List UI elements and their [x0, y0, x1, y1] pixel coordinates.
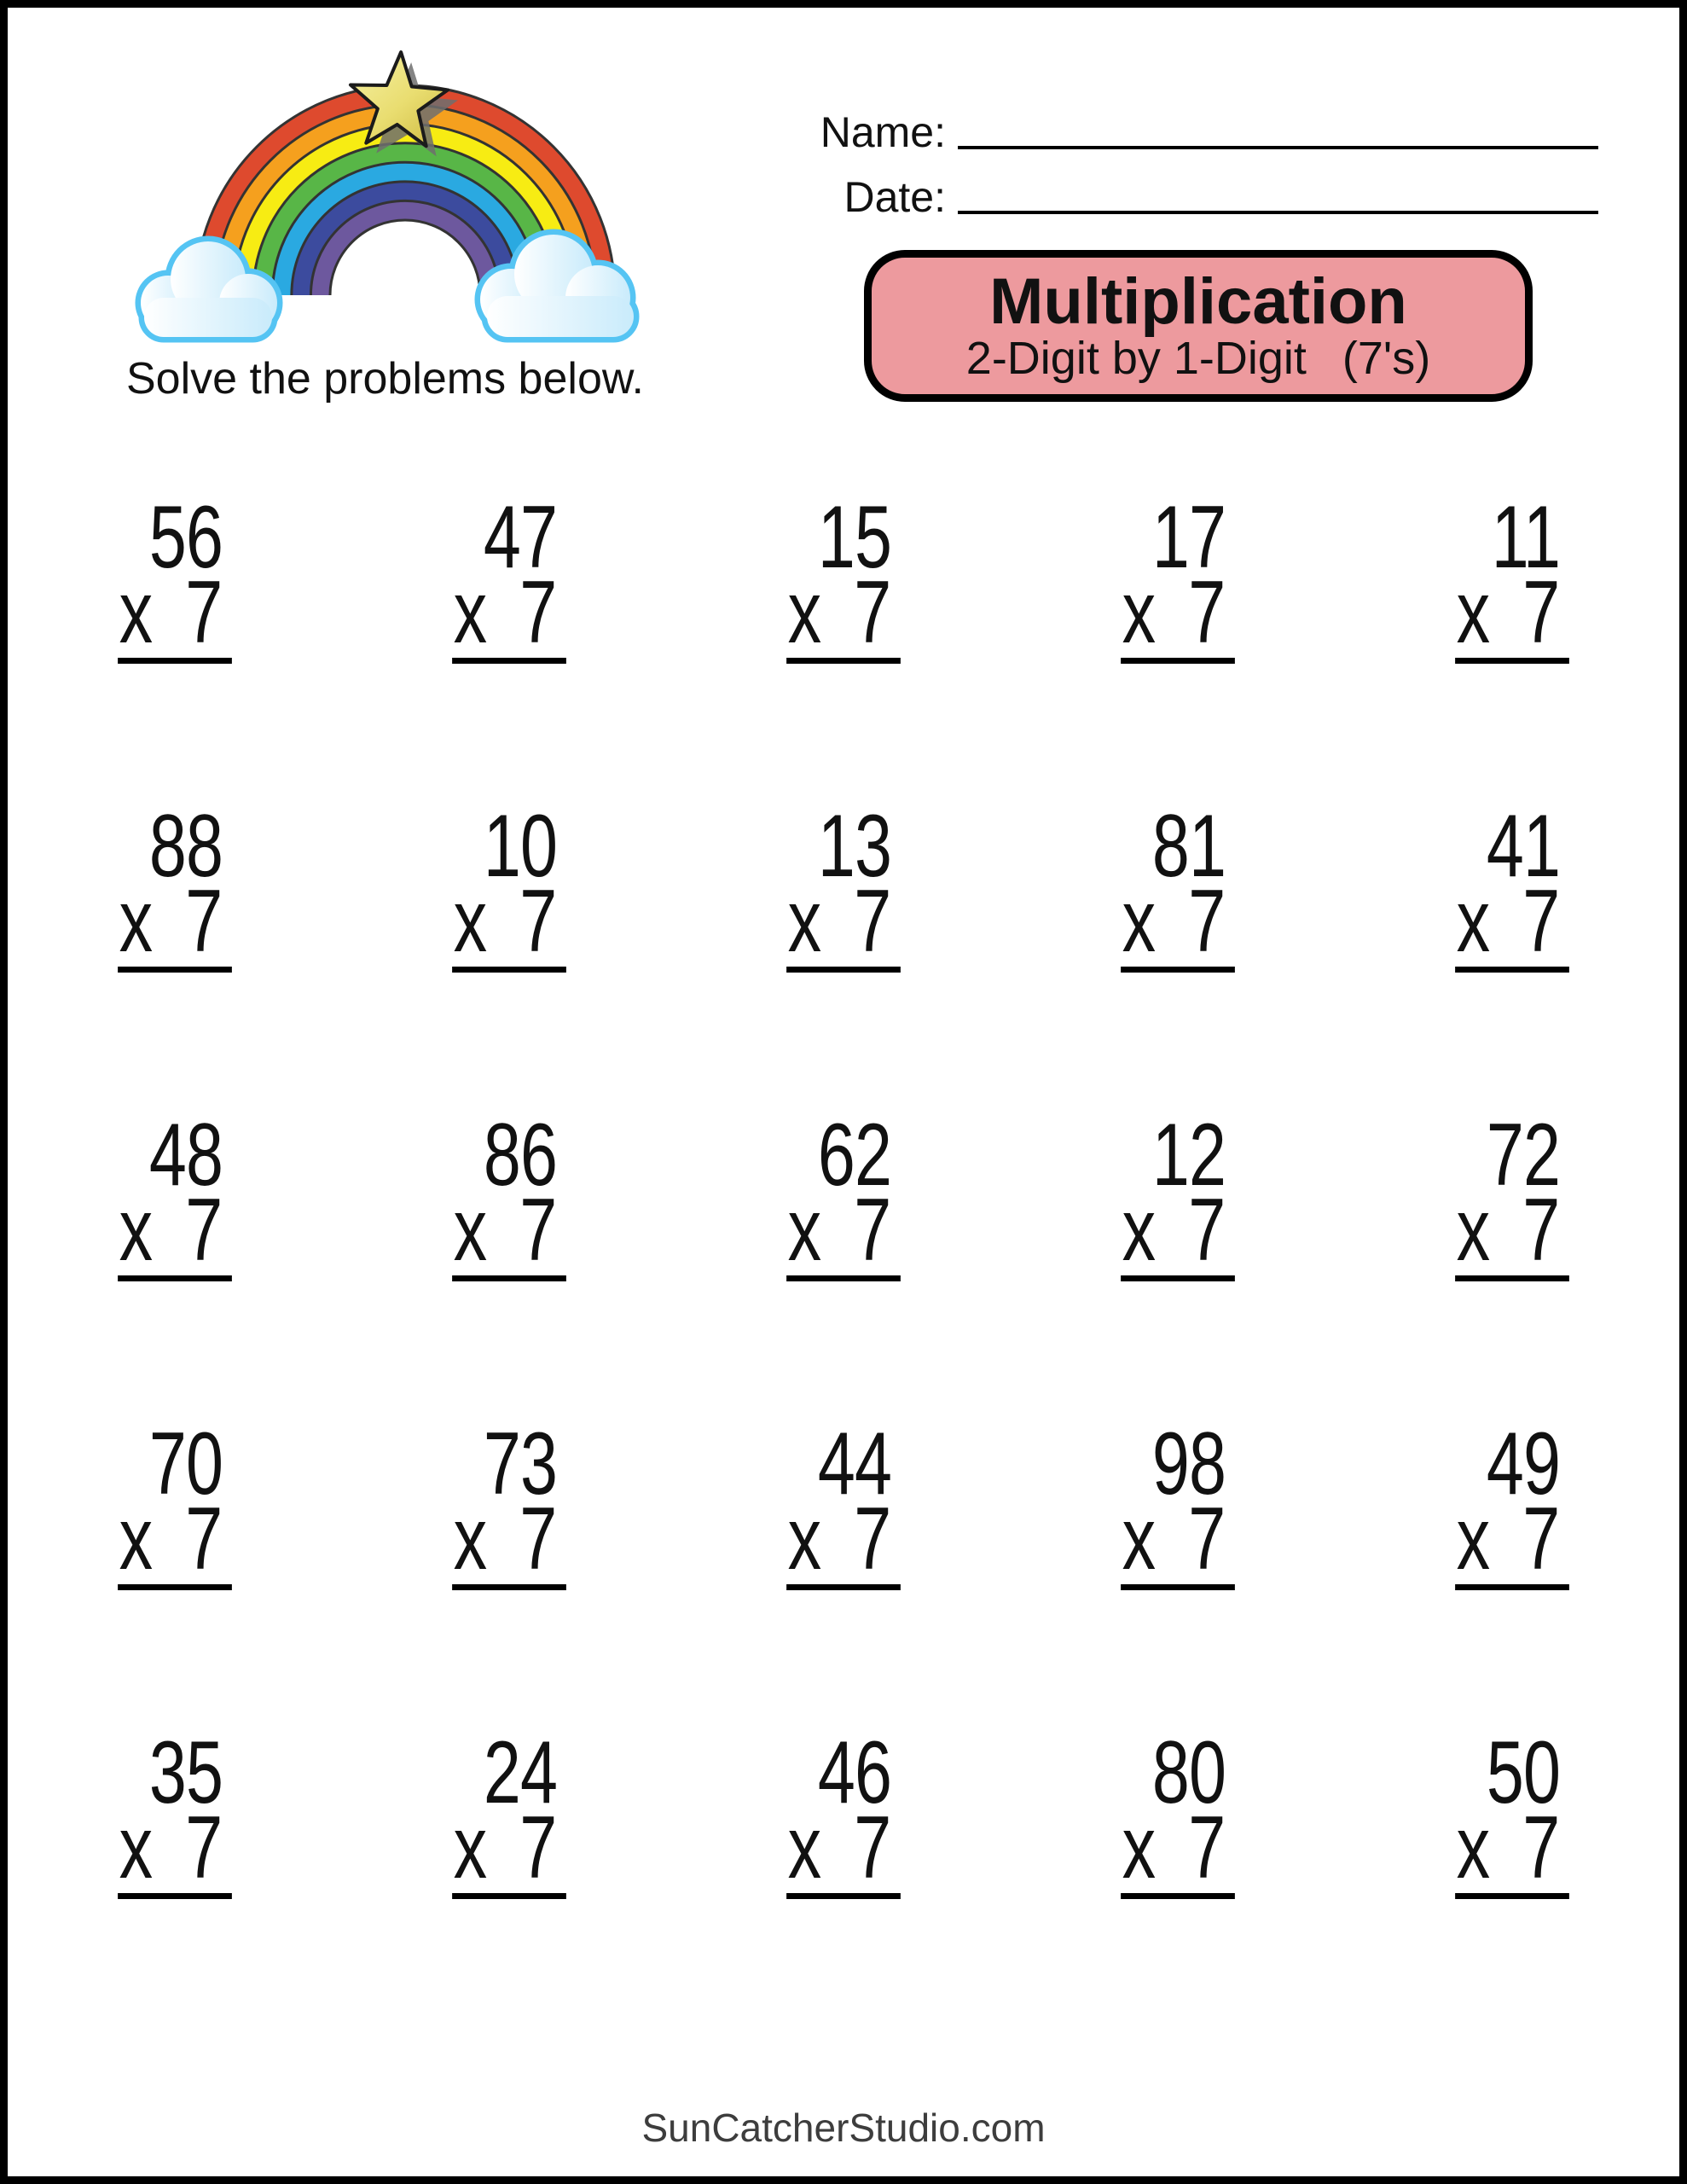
problem-operand: 47 [483, 488, 558, 587]
multiply-operator: x [119, 563, 154, 663]
multiplication-problem [452, 1406, 566, 1715]
multiply-operator: x [119, 1181, 154, 1281]
date-field-row [809, 168, 1598, 221]
multiply-operator: x [119, 1798, 154, 1898]
problem-operand: 35 [148, 1723, 223, 1822]
problem-operand: 50 [1486, 1723, 1561, 1822]
worksheet-subtitle-text: 2-Digit by 1-Digit [965, 333, 1307, 385]
multiplication-problem [1455, 1406, 1569, 1715]
multiplication-problem [118, 788, 232, 1097]
problem-operand: 86 [483, 1106, 558, 1205]
problem-multiplier: 7 [519, 872, 558, 972]
multiply-operator: x [453, 1798, 488, 1898]
instruction-text: Solve the problems below. [125, 354, 644, 404]
multiply-operator: x [1122, 563, 1157, 663]
multiply-operator: x [1122, 1490, 1157, 1589]
problem-operand: 46 [817, 1723, 892, 1822]
name-input-line[interactable] [958, 146, 1598, 149]
problem-operand: 73 [483, 1414, 558, 1513]
name-field-row [809, 103, 1598, 156]
multiplication-problem [118, 1097, 232, 1406]
problem-operand: 88 [148, 797, 223, 896]
problem-operand: 62 [817, 1106, 892, 1205]
problem-multiplier: 7 [1522, 1490, 1561, 1589]
problem-operand: 49 [1486, 1414, 1561, 1513]
footer-credit: SunCatcherStudio.com [641, 2106, 1046, 2150]
multiplication-problem [118, 479, 232, 788]
problem-multiplier: 7 [519, 1798, 558, 1898]
problem-multiplier: 7 [185, 1490, 223, 1589]
problem-operand: 24 [483, 1723, 558, 1822]
multiplication-problem [1455, 788, 1569, 1097]
problems-grid [8, 479, 1679, 2024]
worksheet-title: Multiplication [989, 264, 1407, 338]
multiplication-problem [452, 1097, 566, 1406]
multiply-operator: x [1122, 872, 1157, 972]
problem-operand: 44 [817, 1414, 892, 1513]
problem-multiplier: 7 [185, 563, 223, 663]
problem-multiplier: 7 [1188, 1181, 1226, 1281]
multiply-operator: x [119, 872, 154, 972]
problem-operand: 80 [1151, 1723, 1226, 1822]
problem-operand: 13 [817, 797, 892, 896]
multiply-operator: x [787, 1181, 822, 1281]
multiplication-problem [118, 1406, 232, 1715]
multiply-operator: x [787, 1490, 822, 1589]
multiply-operator: x [1456, 1798, 1491, 1898]
worksheet-subtitle-tag: (7's) [1342, 333, 1431, 385]
problem-multiplier: 7 [854, 1490, 892, 1589]
multiply-operator: x [453, 1490, 488, 1589]
date-label: Date: [844, 173, 946, 221]
date-input-line[interactable] [958, 211, 1598, 214]
multiplication-problem [1121, 1097, 1235, 1406]
title-badge [864, 250, 1533, 402]
multiply-operator: x [1122, 1798, 1157, 1898]
multiply-operator: x [1456, 1181, 1491, 1281]
problem-operand: 11 [1491, 488, 1561, 587]
multiply-operator: x [453, 563, 488, 663]
problem-operand: 48 [148, 1106, 223, 1205]
multiplication-problem [1455, 1715, 1569, 2024]
multiply-operator: x [1456, 563, 1491, 663]
multiplication-problem [1455, 479, 1569, 788]
multiply-operator: x [1122, 1181, 1157, 1281]
problem-operand: 17 [1151, 488, 1226, 587]
problem-multiplier: 7 [1188, 1490, 1226, 1589]
rainbow-graphic [127, 50, 643, 345]
problem-operand: 15 [817, 488, 892, 587]
problem-multiplier: 7 [1522, 872, 1561, 972]
problem-multiplier: 7 [1188, 872, 1226, 972]
multiply-operator: x [787, 872, 822, 972]
problem-multiplier: 7 [1522, 1181, 1561, 1281]
problem-operand: 12 [1151, 1106, 1226, 1205]
problem-multiplier: 7 [185, 1181, 223, 1281]
multiplication-problem [786, 479, 901, 788]
multiplication-problem [1121, 788, 1235, 1097]
multiplication-problem [1121, 479, 1235, 788]
problem-operand: 70 [148, 1414, 223, 1513]
rainbow-star-clouds-icon [127, 50, 643, 345]
problem-multiplier: 7 [185, 1798, 223, 1898]
problem-multiplier: 7 [854, 1798, 892, 1898]
problem-operand: 72 [1486, 1106, 1561, 1205]
multiply-operator: x [1456, 1490, 1491, 1589]
multiplication-problem [786, 788, 901, 1097]
multiplication-problem [786, 1406, 901, 1715]
problem-multiplier: 7 [519, 1490, 558, 1589]
multiplication-problem [452, 788, 566, 1097]
multiply-operator: x [787, 1798, 822, 1898]
multiply-operator: x [453, 1181, 488, 1281]
multiplication-problem [786, 1097, 901, 1406]
problem-multiplier: 7 [1522, 1798, 1561, 1898]
problem-multiplier: 7 [1522, 563, 1561, 663]
problem-multiplier: 7 [185, 872, 223, 972]
multiply-operator: x [1456, 872, 1491, 972]
problem-multiplier: 7 [519, 1181, 558, 1281]
multiply-operator: x [119, 1490, 154, 1589]
problem-multiplier: 7 [854, 1181, 892, 1281]
multiplication-problem [118, 1715, 232, 2024]
name-label: Name: [820, 108, 946, 156]
problem-multiplier: 7 [1188, 1798, 1226, 1898]
worksheet-subtitle [966, 334, 1430, 383]
multiply-operator: x [787, 563, 822, 663]
problem-operand: 56 [148, 488, 223, 587]
problem-multiplier: 7 [519, 563, 558, 663]
problem-multiplier: 7 [854, 872, 892, 972]
multiplication-problem [1121, 1406, 1235, 1715]
multiply-operator: x [453, 872, 488, 972]
multiplication-problem [452, 1715, 566, 2024]
problem-multiplier: 7 [854, 563, 892, 663]
multiplication-problem [1455, 1097, 1569, 1406]
problem-multiplier: 7 [1188, 563, 1226, 663]
problem-operand: 81 [1151, 797, 1226, 896]
problem-operand: 41 [1486, 797, 1561, 896]
multiplication-problem [452, 479, 566, 788]
problem-operand: 98 [1151, 1414, 1226, 1513]
multiplication-problem [786, 1715, 901, 2024]
multiplication-problem [1121, 1715, 1235, 2024]
problem-operand: 10 [483, 797, 558, 896]
